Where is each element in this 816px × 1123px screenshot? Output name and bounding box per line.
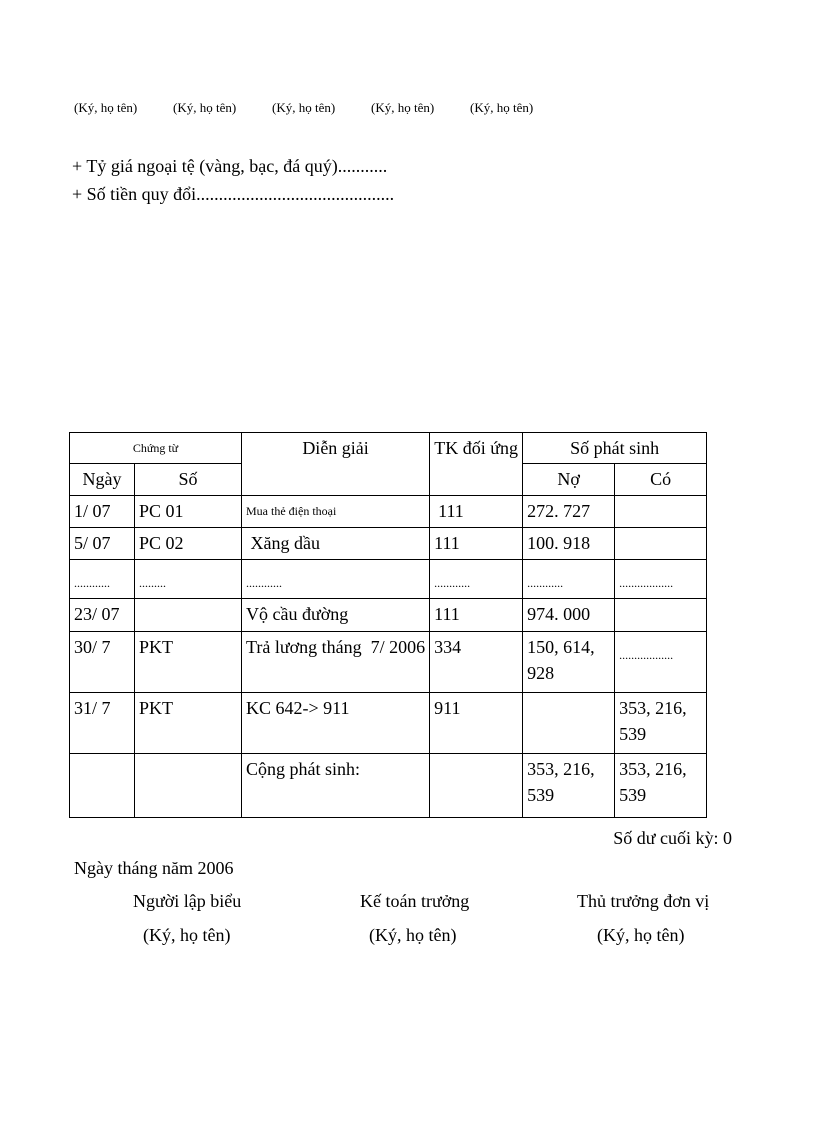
table-row [70, 632, 707, 693]
cell-so: PC 02 [135, 528, 242, 560]
cell-so [135, 599, 242, 632]
top-signature-4: (Ký, họ tên) [371, 100, 435, 115]
cell-ngay: 5/ 07 [70, 528, 135, 560]
cell-dien-giai: Xăng dầu [242, 528, 430, 560]
cell-dien-giai: KC 642-> 911 [242, 693, 430, 754]
cell-tk: 111 [430, 496, 523, 528]
cell-ngay: 23/ 07 [70, 599, 135, 632]
header-co: Có [615, 464, 707, 496]
cell-so: PKT [135, 693, 242, 754]
cell-tk [430, 754, 523, 818]
cell-tk: 111 [430, 599, 523, 632]
cell-so: PC 01 [135, 496, 242, 528]
cell-co: 353, 216, 539 [615, 754, 707, 818]
top-signature-2: (Ký, họ tên) [173, 100, 237, 115]
header-ngay: Ngày [70, 464, 135, 496]
cell-ngay: ............ [70, 560, 135, 599]
cell-so: PKT [135, 632, 242, 693]
date-line: Ngày tháng năm 2006 [74, 858, 234, 878]
header-chung-tu: Chứng từ [70, 433, 242, 464]
signer-sign-unit-head: (Ký, họ tên) [597, 925, 685, 945]
cell-no: 353, 216, 539 [523, 754, 615, 818]
cell-no: 272. 727 [523, 496, 615, 528]
cell-so: ......... [135, 560, 242, 599]
top-signature-1: (Ký, họ tên) [74, 100, 138, 115]
table-row [70, 693, 707, 754]
signer-sign-chief-accountant: (Ký, họ tên) [369, 925, 457, 945]
cell-no [523, 693, 615, 754]
cell-co: 353, 216, 539 [615, 693, 707, 754]
header-tk-doi-ung: TK đối ứng [430, 433, 523, 496]
cell-tk: 111 [430, 528, 523, 560]
ledger-table [69, 432, 707, 818]
cell-tk: 334 [430, 632, 523, 693]
cell-no: 100. 918 [523, 528, 615, 560]
cell-dien-giai: ............ [242, 560, 430, 599]
header-dien-giai: Diễn giải [242, 433, 430, 496]
header-so: Số [135, 464, 242, 496]
cell-tk: 911 [430, 693, 523, 754]
cell-ngay [70, 754, 135, 818]
header-so-phat-sinh: Số phát sinh [523, 433, 707, 464]
table-header-row-1 [70, 433, 707, 464]
signer-title-preparer: Người lập biểu [133, 891, 242, 911]
exchange-rate-note: + Tỷ giá ngoại tệ (vàng, bạc, đá quý)........... [72, 156, 388, 176]
table-row [70, 528, 707, 560]
cell-dien-giai: Cộng phát sinh: [242, 754, 430, 818]
header-no: Nợ [523, 464, 615, 496]
cell-co [615, 496, 707, 528]
cell-ngay: 30/ 7 [70, 632, 135, 693]
cell-dien-giai: Trả lương tháng 7/ 2006 [242, 632, 430, 693]
cell-ngay: 1/ 07 [70, 496, 135, 528]
signer-sign-preparer: (Ký, họ tên) [143, 925, 231, 945]
signer-title-unit-head: Thủ trưởng đơn vị [577, 891, 710, 911]
signer-title-chief-accountant: Kế toán trưởng [360, 891, 470, 911]
cell-ngay: 31/ 7 [70, 693, 135, 754]
cell-dien-giai: Vộ cầu đường [242, 599, 430, 632]
cell-no: 150, 614, 928 [523, 632, 615, 693]
table-row [70, 496, 707, 528]
top-signature-3: (Ký, họ tên) [272, 100, 336, 115]
cell-dien-giai: Mua thẻ điện thoại [242, 496, 430, 528]
cell-co: .................. [615, 560, 707, 599]
table-row [70, 599, 707, 632]
table-row-total [70, 754, 707, 818]
cell-tk: ............ [430, 560, 523, 599]
closing-balance: Số dư cuối kỳ: 0 [613, 828, 732, 848]
cell-no: 974. 000 [523, 599, 615, 632]
cell-co [615, 528, 707, 560]
converted-amount-note: + Số tiền quy đổi............................................ [72, 184, 395, 204]
top-signature-5: (Ký, họ tên) [470, 100, 534, 115]
cell-no: ............ [523, 560, 615, 599]
cell-so [135, 754, 242, 818]
cell-co [615, 599, 707, 632]
cell-co: .................. [615, 632, 707, 693]
table-row [70, 560, 707, 599]
